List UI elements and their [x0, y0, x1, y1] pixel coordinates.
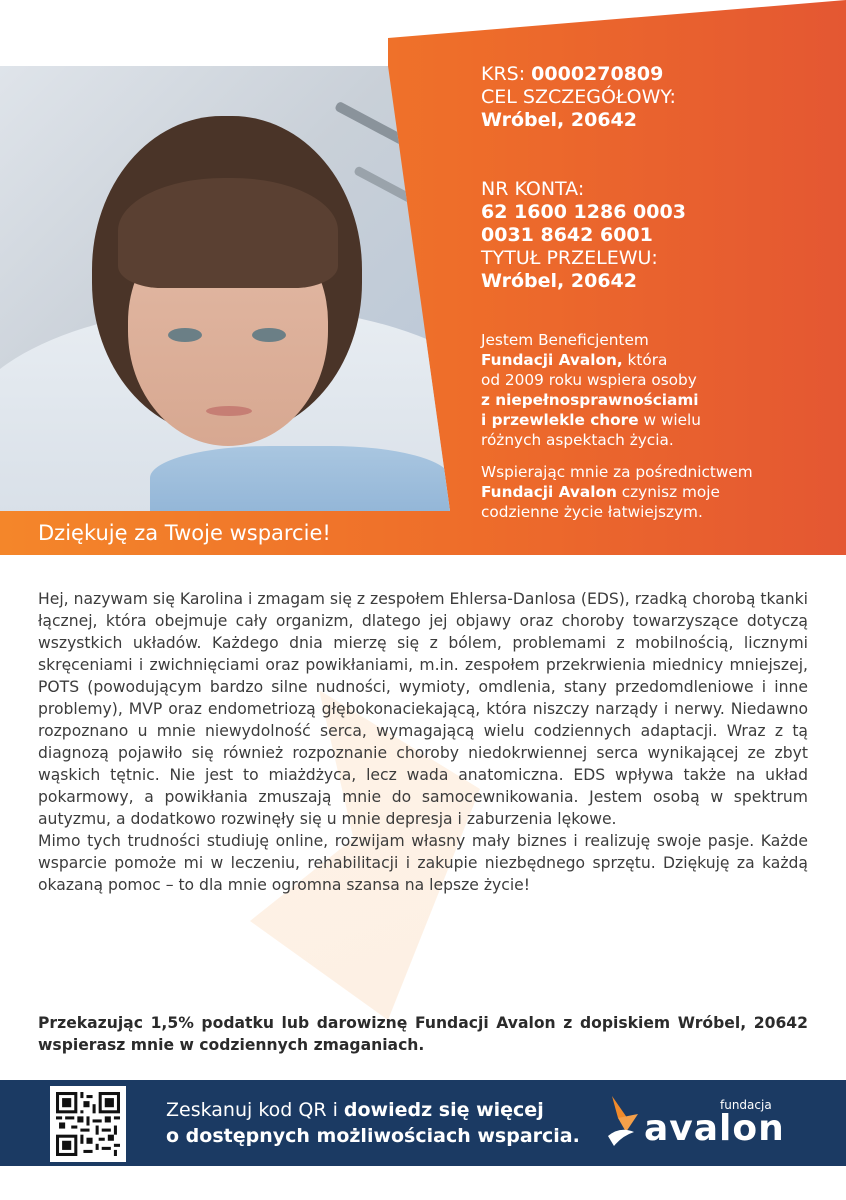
about-paragraph-2: Wspierając mnie za pośrednictwem Fundacji Avalon czynisz moje codzienne życie łatwiejszym. — [481, 463, 753, 521]
konto-line-1: 62 1600 1286 0003 — [481, 201, 686, 223]
person-photo — [0, 66, 450, 511]
cel-label: CEL SZCZEGÓŁOWY: — [481, 86, 676, 108]
konto-label: NR KONTA: — [481, 178, 585, 200]
logo-word: avalon — [644, 1108, 785, 1149]
story-paragraph-1: Hej, nazywam się Karolina i zmagam się z zespołem Ehlersa-Danlosa (EDS), rzadką chorobą tkanki łącznej, która obejmuje cały organizm, dlatego jej objawy oraz choroby towarzyszące dotyczą wszystkich układów. Każdego dnia mierzę się z bólem, problemami z mobilnością, licznymi skręceniami i zwichnięciami oraz powikłaniami, m.in. zespołem przekrwienia miednicy mniejszej, POTS (powodującym bardzo silne nudności, wymioty, omdlenia, stany przedomdleniowe i inne problemy), MVP oraz endometriozą głębokonaciekającą, która niszczy narządy i nerwy. Niedawno rozpoznano u mnie niewydolność serca, wymagającą wielu codziennych adaptacji. Wraz z tą diagnozą pojawiło się również rozpoznanie choroby niedokrwiennej serca wynikającej ze zbyt wąskich tętnic. Nie jest to miażdżyca, lecz wada anatomiczna. EDS wpływa także na układ pokarmowy, a powikłania zmuszają mnie do samocewnikowania. Jestem osobą w spektrum autyzmu, a dodatkowo rozwinęły się u mnie depresja i zaburzenia lękowe. — [38, 590, 809, 828]
mouth — [206, 406, 252, 416]
eye-right — [252, 328, 286, 342]
story-paragraph-2: Mimo tych trudności studiuję online, rozwijam własny mały biznes i realizuję swoje pasje. Każde wsparcie pomoże mi w leczeniu, rehabilitacji i zakupie niezbędnego sprzętu. Dziękuję za każdą okazaną pomoc – to dla mnie ogromna szansa na lepsze życie! — [38, 832, 808, 894]
tax-appeal: Przekazując 1,5% podatku lub darowiznę Fundacji Avalon z dopiskiem Wróbel, 20642 wspierasz mnie w codziennych zmaganiach. — [38, 1014, 808, 1054]
eye-left — [168, 328, 202, 342]
tytul-value: Wróbel, 20642 — [481, 270, 637, 292]
footer-bar — [0, 1080, 846, 1166]
krs-line — [481, 63, 686, 86]
story-text — [38, 588, 808, 896]
qr-code-icon — [56, 1092, 120, 1156]
hospital-gown — [150, 446, 450, 511]
thanks-banner: Dziękuję za Twoje wsparcie! — [38, 521, 331, 545]
avalon-logo — [604, 1088, 804, 1160]
fringe — [118, 178, 338, 288]
konto-line-2: 0031 8642 6001 — [481, 224, 653, 246]
tytul-label: TYTUŁ PRZELEWU: — [481, 247, 658, 269]
cel-value: Wróbel, 20642 — [481, 109, 637, 131]
qr-call-to-action: Zeskanuj kod QR i dowiedz się więcej o dostępnych możliwościach wsparcia. — [166, 1099, 580, 1147]
krs-label: KRS: — [481, 63, 532, 85]
qr-code[interactable] — [50, 1086, 126, 1162]
about-paragraph-1: Jestem Beneficjentem Fundacji Avalon, która od 2009 roku wspiera osoby z niepełnosprawnościami i przewlekle chore w wielu różnych aspektach życia. — [481, 331, 701, 449]
krs-value: 0000270809 — [531, 63, 664, 85]
bird-icon — [604, 1092, 644, 1152]
logo-small-text: fundacja — [720, 1098, 772, 1112]
foundation-description — [481, 330, 753, 534]
donation-details — [481, 63, 686, 293]
